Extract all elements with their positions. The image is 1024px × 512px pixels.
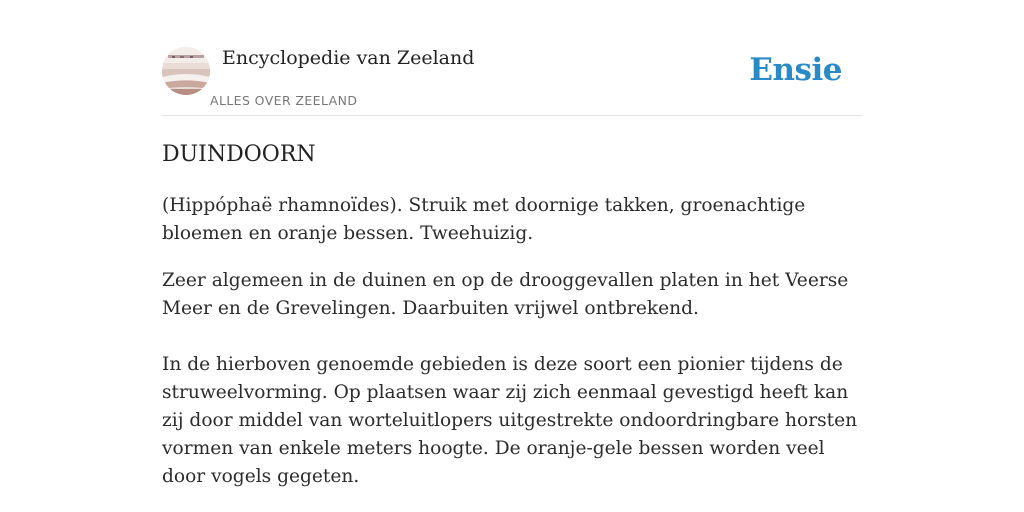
article-paragraph: (Hippóphaë rhamnoïdes). Struik met doornige takken, groenachtige bloemen en oranje bessen. Tweehuizig. [162,195,806,244]
page [162,0,862,512]
site-header [162,0,862,116]
brand-logo[interactable]: Ensie [749,52,842,88]
site-subtitle: ALLES OVER ZEELAND [210,93,358,108]
site-avatar[interactable] [162,47,210,95]
site-title[interactable]: Encyclopedie van Zeeland [222,47,475,69]
book-image-icon [162,47,210,95]
article-paragraph: Zeer algemeen in de duinen en op de drooggevallen platen in het Veerse Meer en de Grevelingen. Daarbuiten vrijwel ontbrekend. [162,270,849,319]
article-title: DUINDOORN [162,142,316,167]
article-paragraph: In de hierboven genoemde gebieden is deze soort een pionier tijdens de struweelvorming. Op plaatsen waar zij zich eenmaal gevestigd heeft kan zij door middel van worteluitlopers uitgestrekte ondoordringbare horsten vormen van enkele meters hoogte. De oranje-gele bessen worden veel door vogels gegeten. [162,354,858,487]
